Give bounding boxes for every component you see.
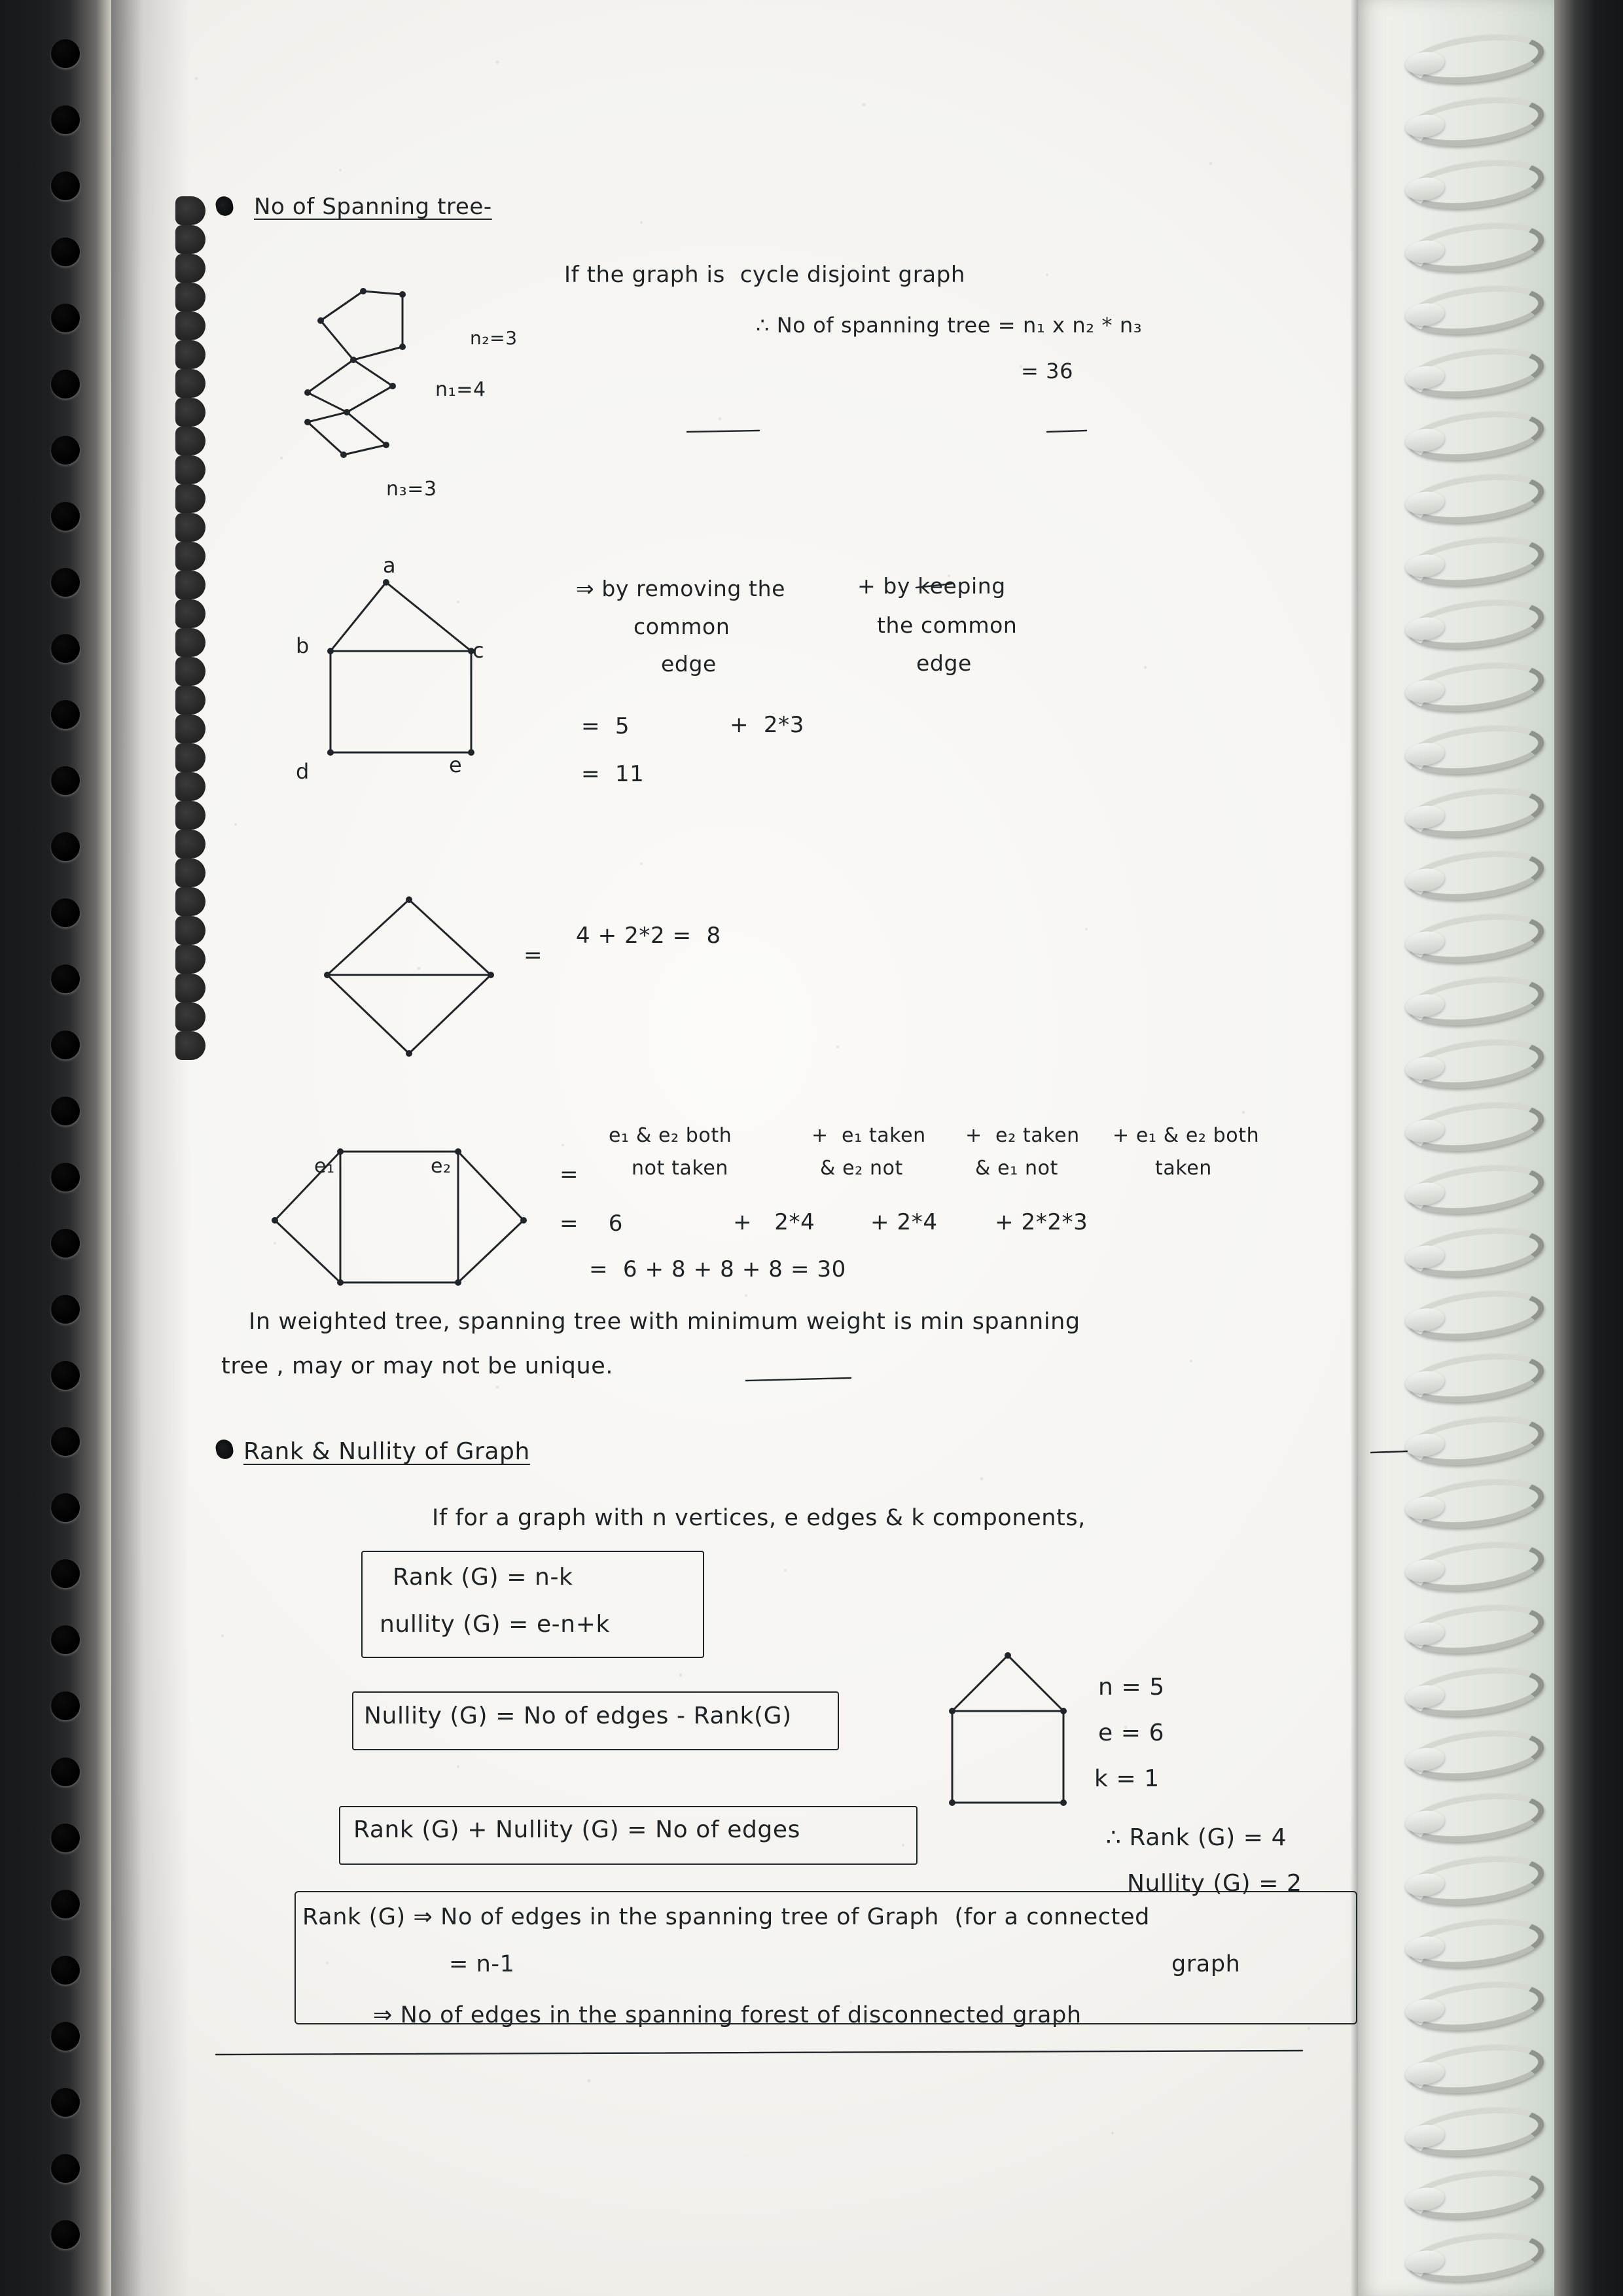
text-example-rank: ∴ Rank (G) = 4	[1106, 1824, 1287, 1851]
text-case-2a: + e₁ taken	[812, 1124, 926, 1147]
page-tab-mark	[175, 657, 205, 686]
text-graph-definition: If for a graph with n vertices, e edges & k components,	[432, 1505, 1086, 1531]
text-rank-n-minus-1: = n-1	[449, 1951, 515, 1977]
punch-hole	[51, 1427, 80, 1456]
text-rank-forest: ⇒ No of edges in the spanning forest of disconnected graph	[373, 2002, 1082, 2028]
punch-hole	[51, 1163, 80, 1192]
underline-unique	[746, 1374, 877, 1387]
punch-hole	[51, 634, 80, 663]
text-kite-equals: =	[524, 942, 543, 968]
binding-strip-left	[0, 0, 111, 2296]
page-tab-mark	[175, 628, 205, 657]
page-tab-mark	[175, 283, 205, 311]
text-case-3a: + e₂ taken	[965, 1124, 1080, 1147]
heading-rank-nullity: Rank & Nullity of Graph	[243, 1438, 530, 1465]
text-case-equals: =	[560, 1161, 579, 1188]
page-tab-mark	[175, 801, 205, 830]
text-example-k: k = 1	[1094, 1765, 1160, 1792]
page-tab-mark	[175, 427, 205, 455]
punch-hole	[51, 1625, 80, 1654]
text-keeping-common-2: the common	[877, 612, 1018, 638]
page-tab-mark	[175, 830, 205, 858]
punch-hole	[51, 1890, 80, 1918]
text-example-e: e = 6	[1098, 1720, 1165, 1746]
page-tab-mark	[175, 945, 205, 974]
text-house-sum-1: = 5	[581, 713, 630, 739]
punch-hole	[51, 700, 80, 729]
figure-house-graph	[281, 563, 530, 785]
punch-hole	[51, 2088, 80, 2117]
page-tab-mark	[175, 484, 205, 513]
punch-hole	[51, 964, 80, 993]
page-tab-mark	[175, 743, 205, 772]
text-house-total: = 11	[581, 761, 645, 787]
underline-bottom-rule	[216, 2048, 1329, 2061]
text-example-nullity: Nullity (G) = 2	[1127, 1870, 1302, 1897]
punch-hole	[51, 105, 80, 134]
page-tab-mark	[175, 772, 205, 801]
page-tab-mark	[175, 513, 205, 542]
vertex-label-c: c	[473, 638, 485, 663]
page-tab-mark	[175, 1002, 205, 1031]
page-tab-mark	[175, 542, 205, 571]
text-case-2b: & e₂ not	[820, 1157, 903, 1180]
punch-hole	[51, 39, 80, 68]
page-tab-mark	[175, 599, 205, 628]
text-keeping-common-1: + by keeping	[857, 573, 1006, 599]
label-n2: n₂=3	[470, 327, 518, 349]
text-removing-common-2: common	[633, 614, 730, 639]
punch-hole	[51, 304, 80, 332]
vertex-label-d: d	[296, 759, 310, 784]
page-tab-mark	[175, 974, 205, 1002]
text-spanning-tree-result: = 36	[1021, 359, 1074, 383]
label-n1: n₁=4	[435, 378, 486, 401]
vertex-label-a: a	[383, 553, 397, 578]
page-tab-mark	[175, 254, 205, 283]
punch-hole	[51, 1493, 80, 1522]
punch-hole	[51, 898, 80, 927]
text-nullity-edges: Nullity (G) = No of edges - Rank(G)	[364, 1703, 792, 1729]
page-tab-mark	[175, 571, 205, 599]
text-nullity-formula: nullity (G) = e-n+k	[380, 1611, 610, 1638]
vertex-label-b: b	[296, 633, 310, 658]
punch-hole	[51, 1229, 80, 1258]
page-tab-mark	[175, 398, 205, 427]
punch-hole	[51, 1691, 80, 1720]
page-tab-mark	[175, 311, 205, 340]
text-rank-spanning-tree: Rank (G) ⇒ No of edges in the spanning tree of Graph (for a connected	[302, 1904, 1150, 1930]
page-tab-mark	[175, 715, 205, 743]
dash-mark-right	[1371, 1446, 1430, 1459]
text-case-total: = 6 + 8 + 8 + 8 = 30	[589, 1256, 846, 1282]
punch-hole	[51, 238, 80, 266]
page-tab-mark	[175, 340, 205, 369]
strike-line-2	[1047, 425, 1139, 438]
punch-hole	[51, 436, 80, 465]
punch-hole	[51, 1295, 80, 1324]
punch-hole	[51, 370, 80, 398]
punch-hole	[51, 832, 80, 861]
edge-label-e1: e₁	[314, 1155, 335, 1178]
page-tab-mark	[175, 196, 205, 225]
page-tab-mark	[175, 455, 205, 484]
punch-hole	[51, 1559, 80, 1588]
text-case-3b: & e₁ not	[975, 1157, 1058, 1180]
strikethrough-keeping	[916, 581, 969, 594]
page-tab-mark	[175, 887, 205, 916]
binding-strip-right	[1554, 0, 1623, 2296]
vertex-label-e: e	[449, 752, 463, 777]
text-case-value-4: + 2*2*3	[995, 1209, 1088, 1235]
text-rank-formula: Rank (G) = n-k	[393, 1564, 573, 1591]
figure-two-edge-graph	[262, 1112, 543, 1302]
page-tab-mark	[175, 1031, 205, 1060]
text-rank-graph-word: graph	[1171, 1951, 1241, 1977]
text-case-value-2: + 2*4	[733, 1209, 815, 1235]
text-case-4b: taken	[1155, 1157, 1212, 1180]
punch-hole	[51, 2022, 80, 2051]
punch-hole	[51, 568, 80, 597]
punch-hole	[51, 1031, 80, 1059]
page-tab-mark	[175, 858, 205, 887]
text-case-4a: + e₁ & e₂ both	[1113, 1124, 1260, 1147]
punch-hole	[51, 502, 80, 531]
page-tab-mark	[175, 686, 205, 715]
text-weighted-note-1: In weighted tree, spanning tree with minimum weight is min spanning	[249, 1309, 1080, 1335]
text-case-value-1: = 6	[560, 1210, 623, 1237]
punch-hole	[51, 1361, 80, 1390]
label-n3: n₃=3	[386, 478, 437, 501]
punch-hole	[51, 1097, 80, 1125]
text-rank-plus-nullity: Rank (G) + Nullity (G) = No of edges	[353, 1816, 800, 1843]
punch-hole	[51, 2154, 80, 2183]
page-tab-mark	[175, 369, 205, 398]
text-case-1b: not taken	[632, 1157, 728, 1180]
text-example-n: n = 5	[1098, 1674, 1165, 1701]
text-cycle-disjoint-condition: If the graph is cycle disjoint graph	[564, 262, 966, 288]
punch-hole	[51, 1956, 80, 1985]
punch-hole	[51, 1757, 80, 1786]
text-case-1a: e₁ & e₂ both	[609, 1124, 732, 1147]
punch-hole	[51, 2220, 80, 2249]
text-spanning-tree-formula: ∴ No of spanning tree = n₁ x n₂ * n₃	[756, 313, 1143, 338]
text-kite-result: 4 + 2*2 = 8	[576, 923, 721, 949]
punch-hole	[51, 1824, 80, 1852]
page-tab-mark	[175, 916, 205, 945]
strike-line-1	[687, 425, 779, 438]
punch-hole	[51, 171, 80, 200]
text-house-sum-2: + 2*3	[730, 712, 804, 738]
text-removing-common-1: ⇒ by removing the	[576, 576, 785, 601]
punch-hole	[51, 766, 80, 795]
text-removing-common-3: edge	[661, 651, 717, 677]
text-keeping-common-3: edge	[916, 650, 972, 676]
text-case-value-3: + 2*4	[870, 1209, 938, 1235]
edge-label-e2: e₂	[431, 1155, 452, 1178]
figure-kite-graph	[301, 887, 517, 1083]
heading-spanning-tree: No of Spanning tree-	[254, 194, 492, 220]
page-tab-mark	[175, 225, 205, 254]
text-weighted-note-2: tree , may or may not be unique.	[221, 1353, 614, 1379]
